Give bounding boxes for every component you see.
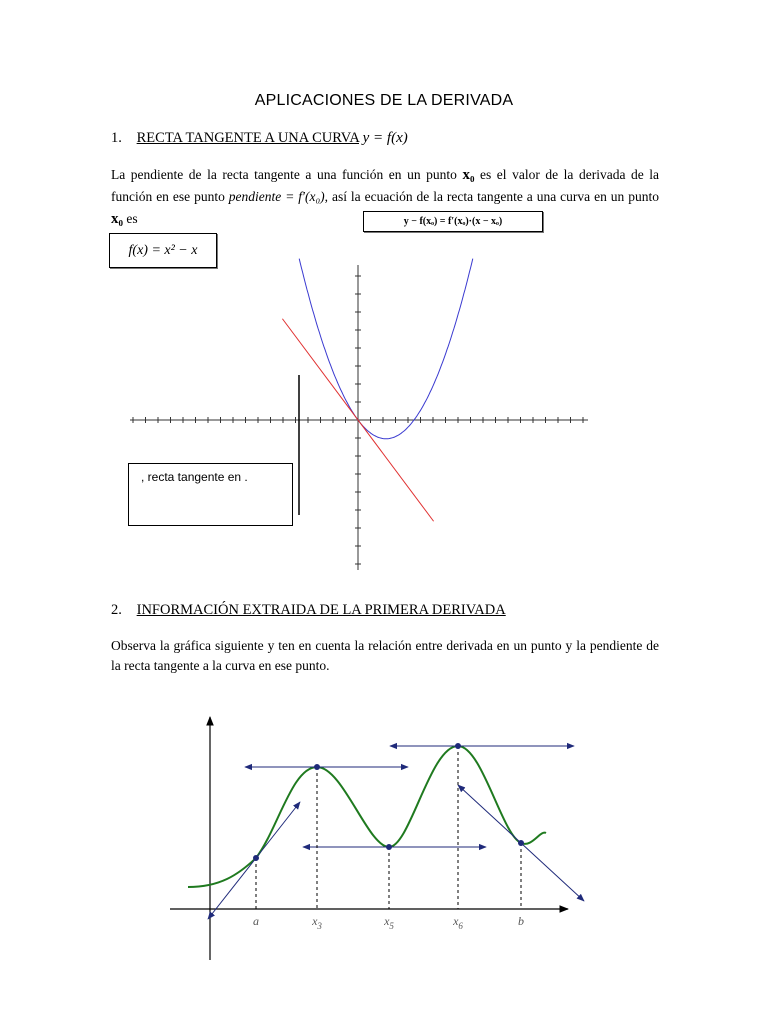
tangent-a-upper (256, 802, 300, 858)
parabola-graph (120, 250, 600, 580)
tick-label: $x_6$ (453, 914, 463, 931)
page-title: APLICACIONES DE LA DERIVADA (254, 92, 514, 109)
section-1-heading (111, 130, 408, 147)
tick-labels (253, 914, 524, 931)
caption-box (128, 463, 293, 526)
paragraph-part-1: La pendiente de la recta tangente a una función en un punto (111, 167, 457, 182)
slope-formula: pendiente = f′(x₀) (228, 189, 325, 204)
point-b (518, 840, 524, 846)
section-1-number: 1. (111, 130, 122, 146)
caption-text: , recta tangente en . (141, 470, 248, 484)
paragraph-part-4: es (126, 211, 138, 226)
tangency-points (253, 743, 524, 861)
point-x6 (455, 743, 461, 749)
section-2-heading (111, 602, 506, 619)
point-symbol: x₀ (111, 211, 123, 227)
point-symbol: x₀ (462, 167, 475, 183)
parabola-curve (299, 259, 473, 439)
point-x3 (314, 764, 320, 770)
point-x5 (386, 844, 392, 850)
function-box: f(x) = x² − x (109, 233, 217, 268)
tick-label: a (253, 914, 259, 928)
section-1-formula: y = f(x) (362, 130, 408, 146)
derivative-graph (160, 705, 600, 970)
tangent-b-lower (521, 843, 584, 901)
section-1-title: RECTA TANGENTE A UNA CURVA (136, 130, 359, 146)
tangent-b-upper (458, 785, 521, 843)
paragraph-part-3: , así la ecuación de la recta tangente a una curva en un punto (324, 189, 659, 204)
section-2-paragraph: Observa la gráfica siguiente y ten en cuenta la relación entre derivada en un punto y la pendiente de la recta tangente a la curva en ese punto. (111, 638, 659, 673)
tick-label: $x_5$ (384, 914, 394, 931)
tick-label: b (518, 914, 524, 928)
paragraph-part-2: es el valor de la derivada de la función en ese punto (111, 167, 660, 204)
section-2-number: 2. (111, 602, 122, 618)
point-a (253, 855, 259, 861)
tangent-equation-box: y − f(xₒ) = f′(xₒ)·(x − xₒ) (363, 211, 543, 232)
tick-label: $x_3$ (312, 914, 322, 931)
section-2-title: INFORMACIÓN EXTRAIDA DE LA PRIMERA DERIVADA (136, 602, 506, 618)
tangent-a-lower (208, 858, 256, 919)
